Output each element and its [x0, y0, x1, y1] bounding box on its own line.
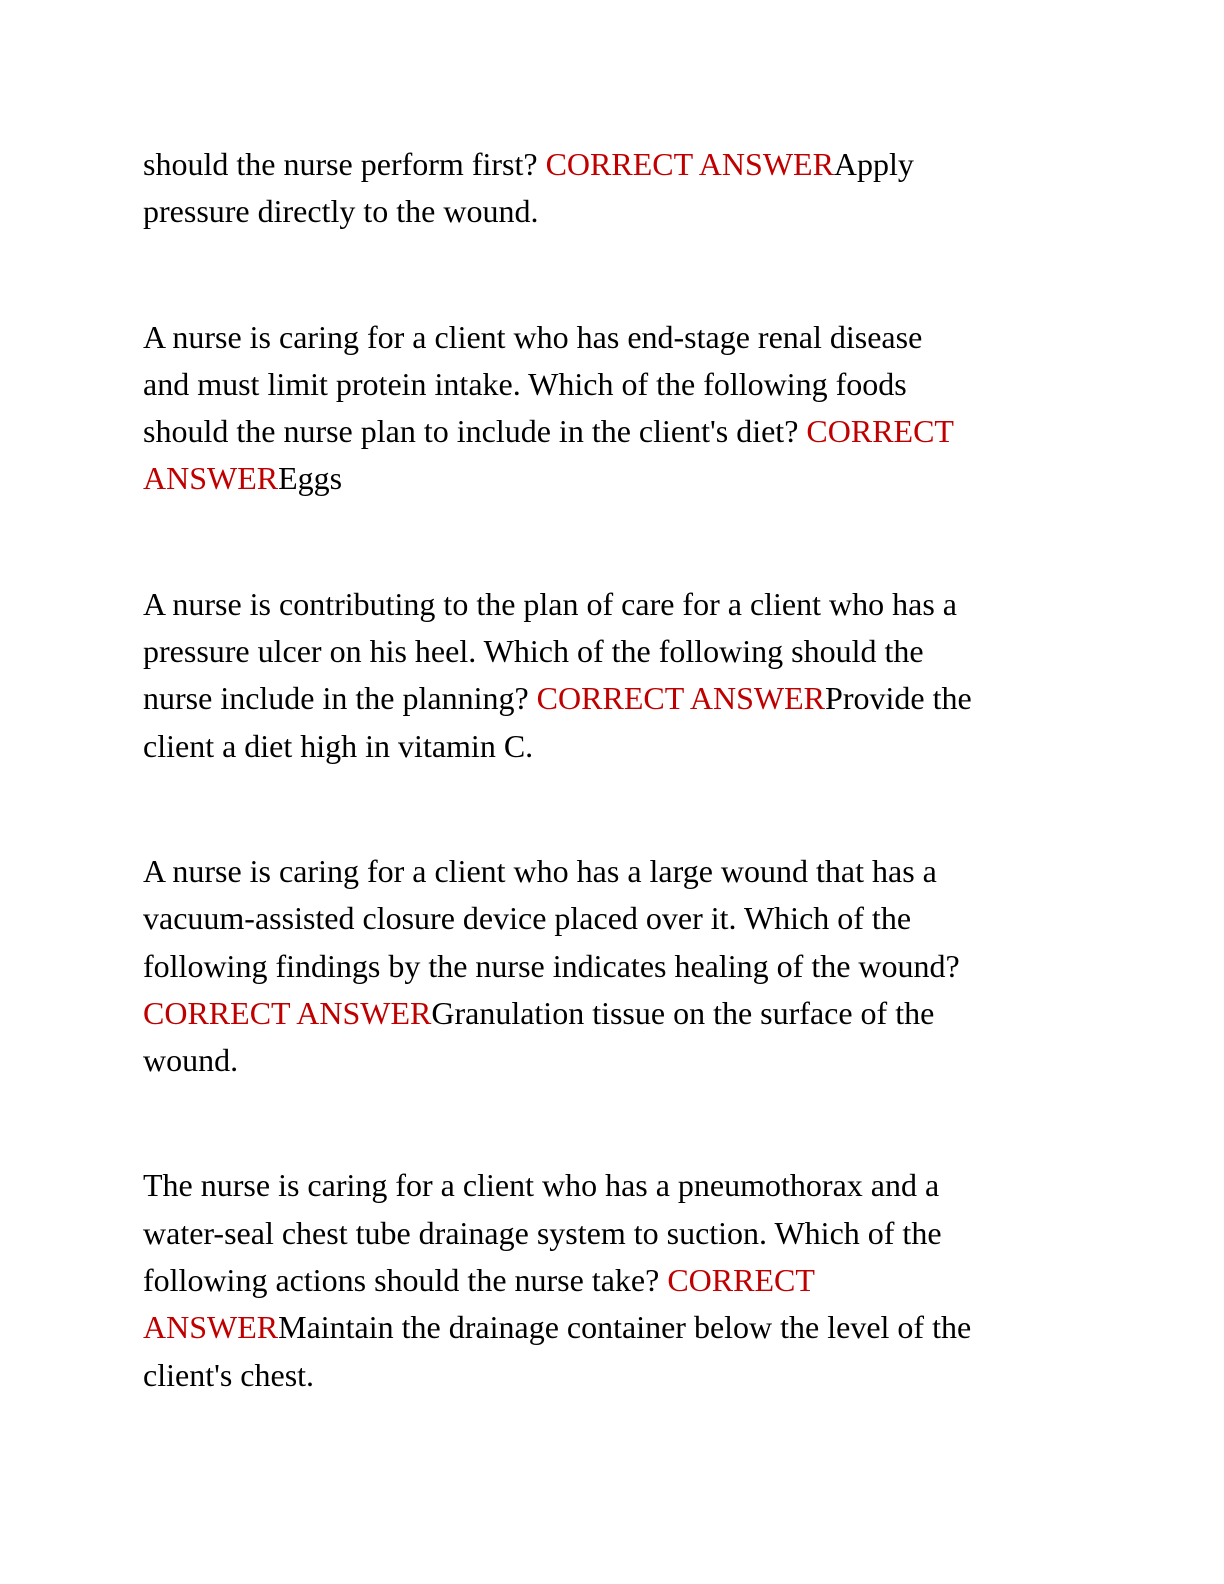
answer-text: Provide the	[825, 680, 972, 717]
question-text: client's chest.	[143, 1356, 315, 1393]
text-line	[143, 895, 1078, 942]
question-text: should the nurse plan to include in the client's diet?	[143, 413, 807, 450]
document-body	[143, 141, 1078, 1477]
question-block	[143, 141, 1078, 236]
question-text: should the nurse perform first?	[143, 146, 546, 182]
text-line	[143, 1352, 1078, 1399]
answer-text: Apply	[833, 146, 914, 182]
question-text: A nurse is caring for a client who has a large wound that has a	[143, 852, 937, 889]
text-line	[143, 723, 1078, 770]
text-line	[143, 990, 1078, 1037]
correct-answer-label: CORRECT ANSWER	[143, 994, 432, 1031]
text-line	[143, 675, 1078, 722]
text-line	[143, 628, 1078, 675]
text-line	[143, 361, 1078, 408]
question-block	[143, 1162, 1078, 1398]
correct-answer-label: ANSWER	[143, 1309, 279, 1346]
text-line	[143, 188, 1078, 235]
question-text: and must limit protein intake. Which of the following foods	[143, 365, 907, 402]
answer-text: Eggs	[278, 460, 343, 497]
text-line	[143, 455, 1078, 502]
text-line	[143, 1304, 1078, 1351]
text-line	[143, 1210, 1078, 1257]
question-text: wound.	[143, 1042, 239, 1079]
question-text: A nurse is contributing to the plan of care for a client who has a	[143, 585, 957, 622]
question-block	[143, 848, 1078, 1084]
question-text: following findings by the nurse indicates healing of the wound?	[143, 947, 960, 984]
text-line	[143, 581, 1078, 628]
question-text: water-seal chest tube drainage system to suction. Which of the	[143, 1214, 942, 1251]
question-text: following actions should the nurse take?	[143, 1262, 668, 1299]
text-line	[143, 314, 1078, 361]
question-text: pressure ulcer on his heel. Which of the following should the	[143, 633, 924, 670]
question-text: client a diet high in vitamin C.	[143, 727, 534, 764]
answer-text: Maintain the drainage container below the level of the	[278, 1309, 972, 1346]
correct-answer-label: ANSWER	[143, 460, 279, 497]
question-text: vacuum-assisted closure device placed over it. Which of the	[143, 900, 912, 937]
question-block	[143, 581, 1078, 770]
question-text: nurse include in the planning?	[143, 680, 537, 717]
text-line	[143, 408, 1078, 455]
answer-text: Granulation tissue on the surface of the	[431, 994, 935, 1031]
text-line	[143, 141, 1078, 188]
correct-answer-label: CORRECT	[806, 413, 954, 450]
question-text: pressure directly to the wound.	[143, 193, 539, 230]
correct-answer-label: CORRECT	[667, 1262, 815, 1299]
text-line	[143, 848, 1078, 895]
question-text: A nurse is caring for a client who has end-stage renal disease	[143, 318, 923, 355]
text-line	[143, 1257, 1078, 1304]
text-line	[143, 943, 1078, 990]
question-text: The nurse is caring for a client who has a pneumothorax and a	[143, 1167, 940, 1204]
correct-answer-label: CORRECT ANSWER	[545, 146, 834, 182]
text-line	[143, 1037, 1078, 1084]
correct-answer-label: CORRECT ANSWER	[536, 680, 826, 717]
text-line	[143, 1162, 1078, 1209]
question-block	[143, 314, 1078, 503]
